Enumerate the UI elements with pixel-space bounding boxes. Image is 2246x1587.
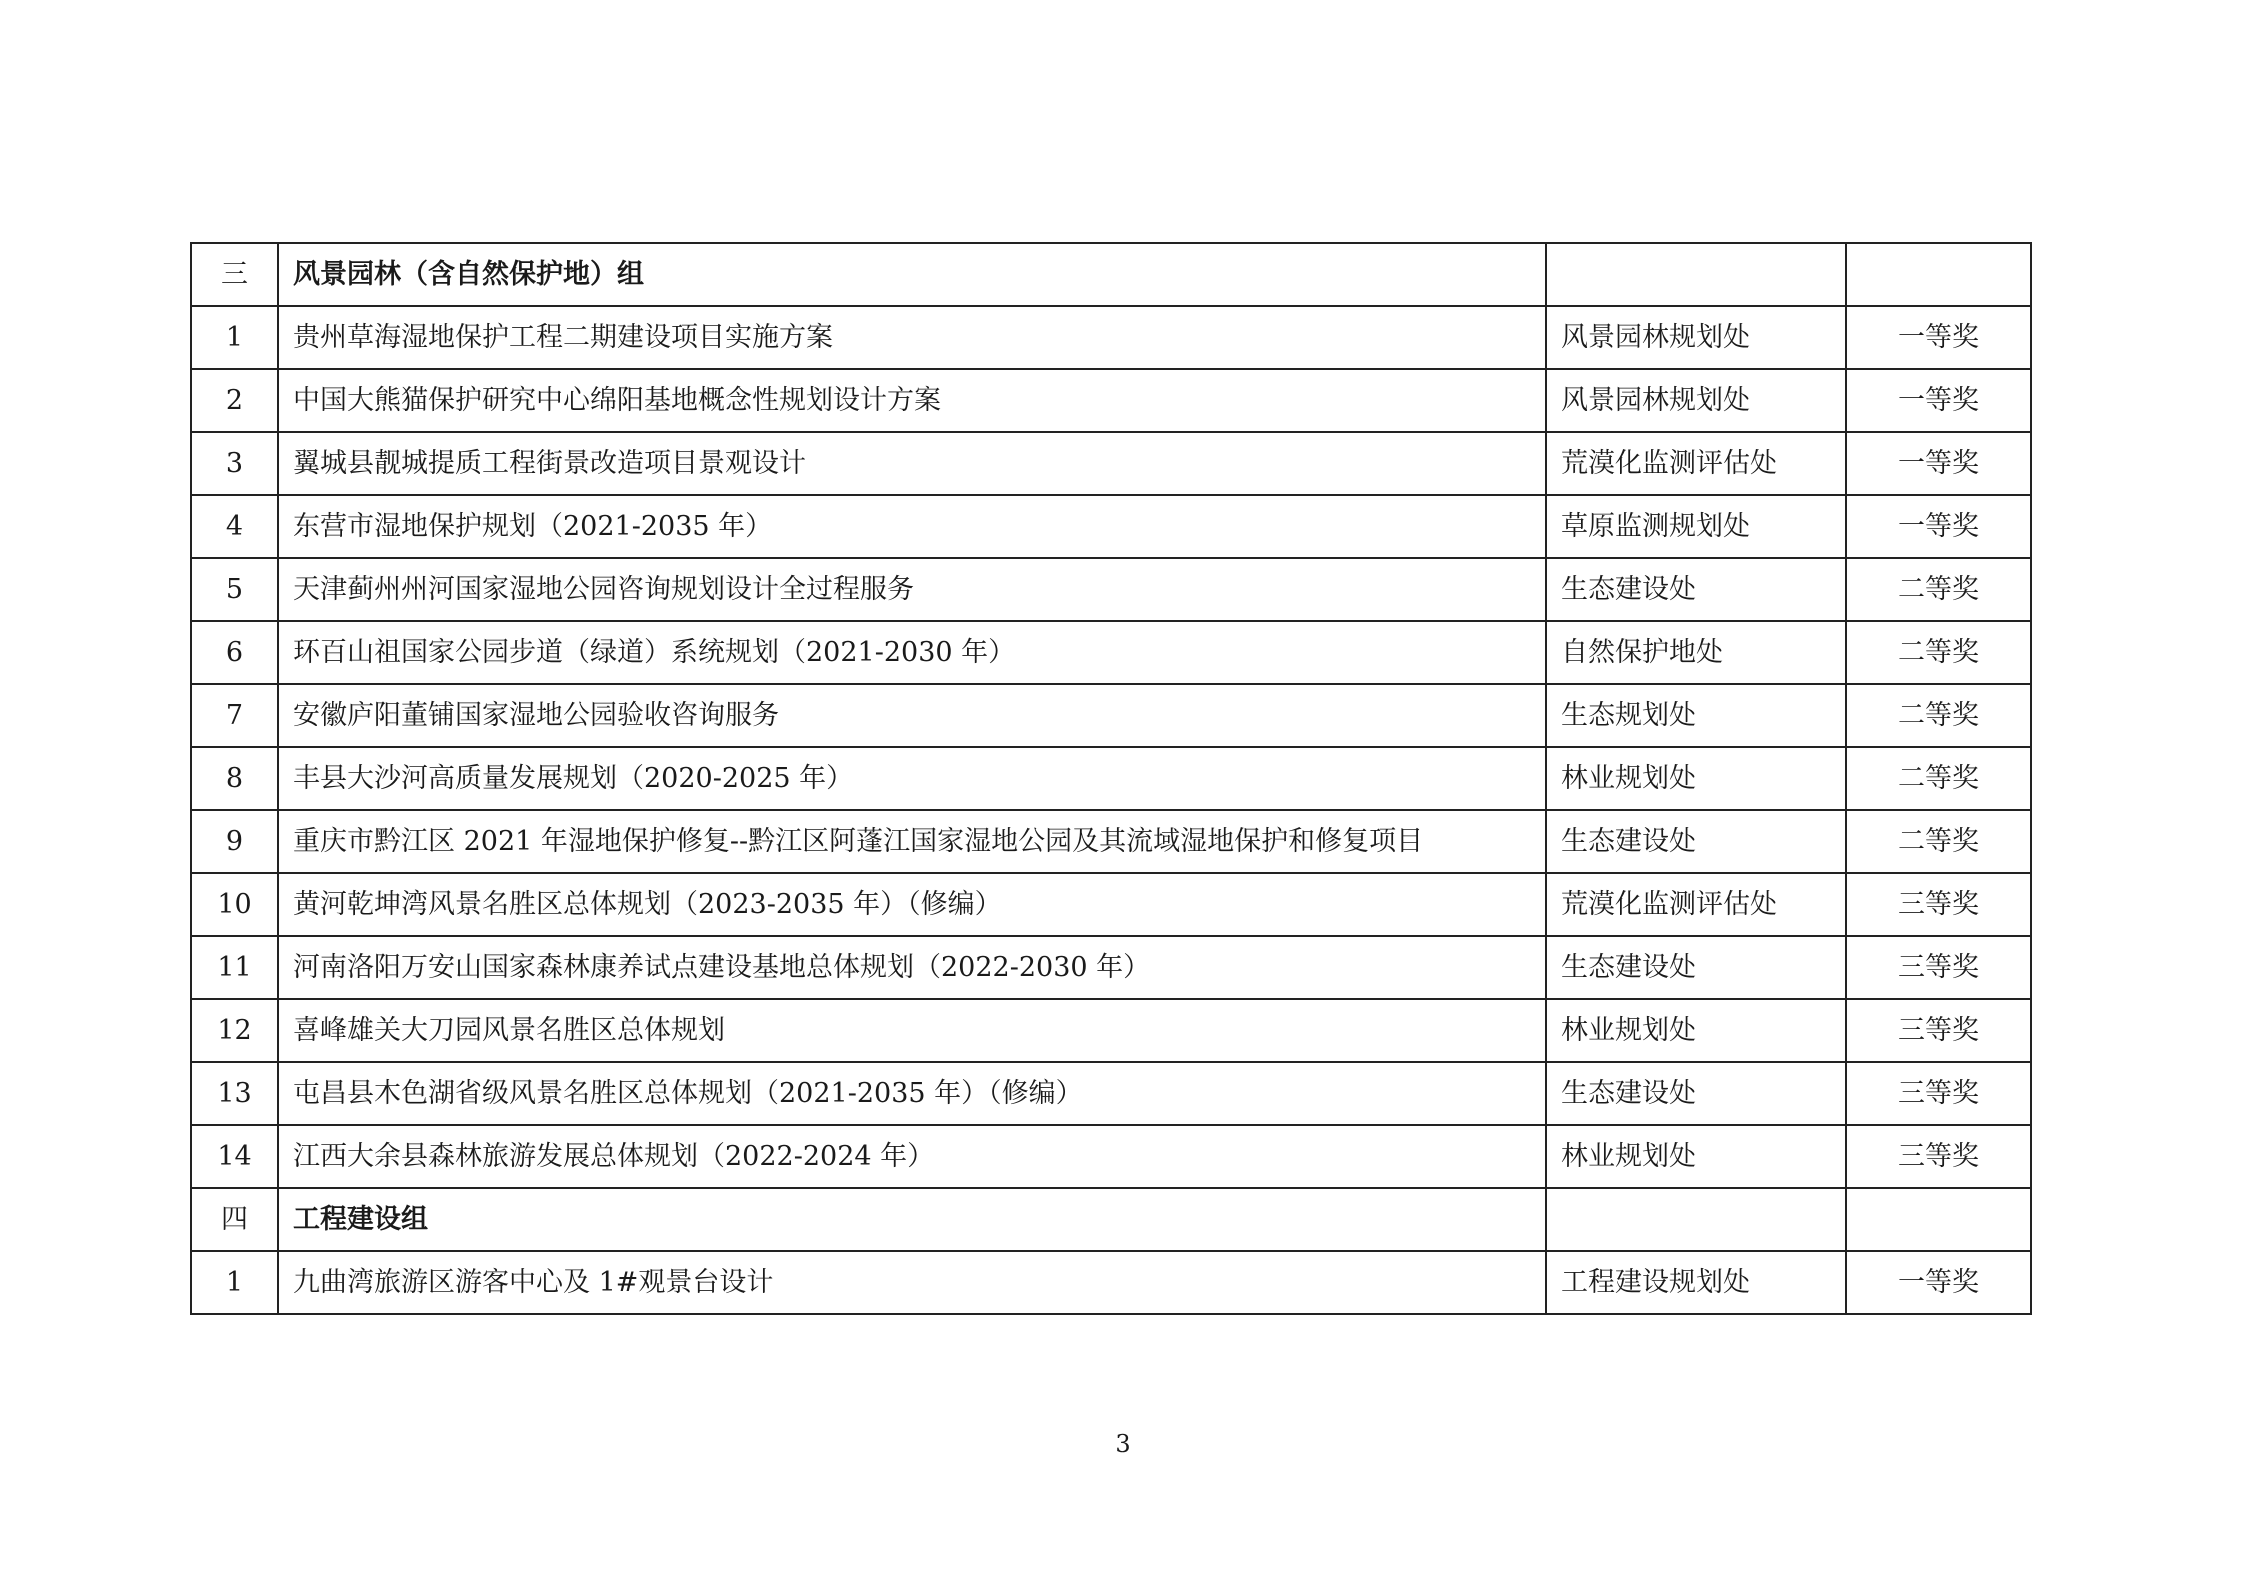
row-number: 2 [191, 369, 278, 432]
department: 风景园林规划处 [1546, 306, 1846, 369]
project-name: 东营市湿地保护规划（2021-2035 年） [278, 495, 1546, 558]
awards-table [190, 242, 2032, 1315]
table-row [191, 495, 2031, 558]
section-award-empty [1846, 243, 2031, 306]
department: 林业规划处 [1546, 747, 1846, 810]
row-number: 5 [191, 558, 278, 621]
award-level: 一等奖 [1846, 1251, 2031, 1314]
department: 荒漠化监测评估处 [1546, 432, 1846, 495]
project-name: 天津蓟州州河国家湿地公园咨询规划设计全过程服务 [278, 558, 1546, 621]
award-level: 一等奖 [1846, 306, 2031, 369]
department: 生态建设处 [1546, 558, 1846, 621]
table-row [191, 810, 2031, 873]
project-name: 黄河乾坤湾风景名胜区总体规划（2023-2035 年）（修编） [278, 873, 1546, 936]
department: 林业规划处 [1546, 999, 1846, 1062]
department: 草原监测规划处 [1546, 495, 1846, 558]
section-header-row [191, 1188, 2031, 1251]
project-name: 贵州草海湿地保护工程二期建设项目实施方案 [278, 306, 1546, 369]
row-number: 6 [191, 621, 278, 684]
table-row [191, 747, 2031, 810]
section-title: 风景园林（含自然保护地）组 [278, 243, 1546, 306]
award-level: 三等奖 [1846, 936, 2031, 999]
row-number: 7 [191, 684, 278, 747]
row-number: 12 [191, 999, 278, 1062]
table-row [191, 306, 2031, 369]
project-name: 九曲湾旅游区游客中心及 1#观景台设计 [278, 1251, 1546, 1314]
row-number: 4 [191, 495, 278, 558]
section-dept-empty [1546, 243, 1846, 306]
department: 风景园林规划处 [1546, 369, 1846, 432]
table-row [191, 432, 2031, 495]
row-number: 11 [191, 936, 278, 999]
award-level: 三等奖 [1846, 1062, 2031, 1125]
row-number: 14 [191, 1125, 278, 1188]
row-number: 13 [191, 1062, 278, 1125]
project-name: 中国大熊猫保护研究中心绵阳基地概念性规划设计方案 [278, 369, 1546, 432]
department: 生态规划处 [1546, 684, 1846, 747]
table-row [191, 1251, 2031, 1314]
department: 荒漠化监测评估处 [1546, 873, 1846, 936]
department: 工程建设规划处 [1546, 1251, 1846, 1314]
project-name: 喜峰雄关大刀园风景名胜区总体规划 [278, 999, 1546, 1062]
award-level: 三等奖 [1846, 1125, 2031, 1188]
table-row [191, 684, 2031, 747]
table-row [191, 369, 2031, 432]
project-name: 翼城县靓城提质工程街景改造项目景观设计 [278, 432, 1546, 495]
award-level: 一等奖 [1846, 369, 2031, 432]
department: 生态建设处 [1546, 810, 1846, 873]
department: 生态建设处 [1546, 936, 1846, 999]
section-number: 三 [191, 243, 278, 306]
department: 生态建设处 [1546, 1062, 1846, 1125]
project-name: 重庆市黔江区 2021 年湿地保护修复--黔江区阿蓬江国家湿地公园及其流域湿地保护和修复项目 [278, 810, 1546, 873]
award-level: 一等奖 [1846, 495, 2031, 558]
table-row [191, 999, 2031, 1062]
row-number: 9 [191, 810, 278, 873]
award-level: 三等奖 [1846, 873, 2031, 936]
table-row [191, 558, 2031, 621]
project-name: 河南洛阳万安山国家森林康养试点建设基地总体规划（2022-2030 年） [278, 936, 1546, 999]
award-level: 三等奖 [1846, 999, 2031, 1062]
section-dept-empty [1546, 1188, 1846, 1251]
table-row [191, 621, 2031, 684]
table-row [191, 1062, 2031, 1125]
table-row [191, 873, 2031, 936]
department: 林业规划处 [1546, 1125, 1846, 1188]
awards-table-body [191, 243, 2031, 1314]
row-number: 8 [191, 747, 278, 810]
project-name: 屯昌县木色湖省级风景名胜区总体规划（2021-2035 年）（修编） [278, 1062, 1546, 1125]
page-number: 3 [1115, 1430, 1131, 1458]
department: 自然保护地处 [1546, 621, 1846, 684]
project-name: 安徽庐阳董铺国家湿地公园验收咨询服务 [278, 684, 1546, 747]
award-level: 二等奖 [1846, 810, 2031, 873]
project-name: 环百山祖国家公园步道（绿道）系统规划（2021-2030 年） [278, 621, 1546, 684]
table-row [191, 1125, 2031, 1188]
project-name: 丰县大沙河高质量发展规划（2020-2025 年） [278, 747, 1546, 810]
award-level: 二等奖 [1846, 558, 2031, 621]
row-number: 1 [191, 1251, 278, 1314]
award-level: 二等奖 [1846, 621, 2031, 684]
row-number: 10 [191, 873, 278, 936]
award-level: 一等奖 [1846, 432, 2031, 495]
award-level: 二等奖 [1846, 747, 2031, 810]
project-name: 江西大余县森林旅游发展总体规划（2022-2024 年） [278, 1125, 1546, 1188]
award-level: 二等奖 [1846, 684, 2031, 747]
row-number: 3 [191, 432, 278, 495]
row-number: 1 [191, 306, 278, 369]
section-award-empty [1846, 1188, 2031, 1251]
section-number: 四 [191, 1188, 278, 1251]
section-title: 工程建设组 [278, 1188, 1546, 1251]
section-header-row [191, 243, 2031, 306]
table-row [191, 936, 2031, 999]
